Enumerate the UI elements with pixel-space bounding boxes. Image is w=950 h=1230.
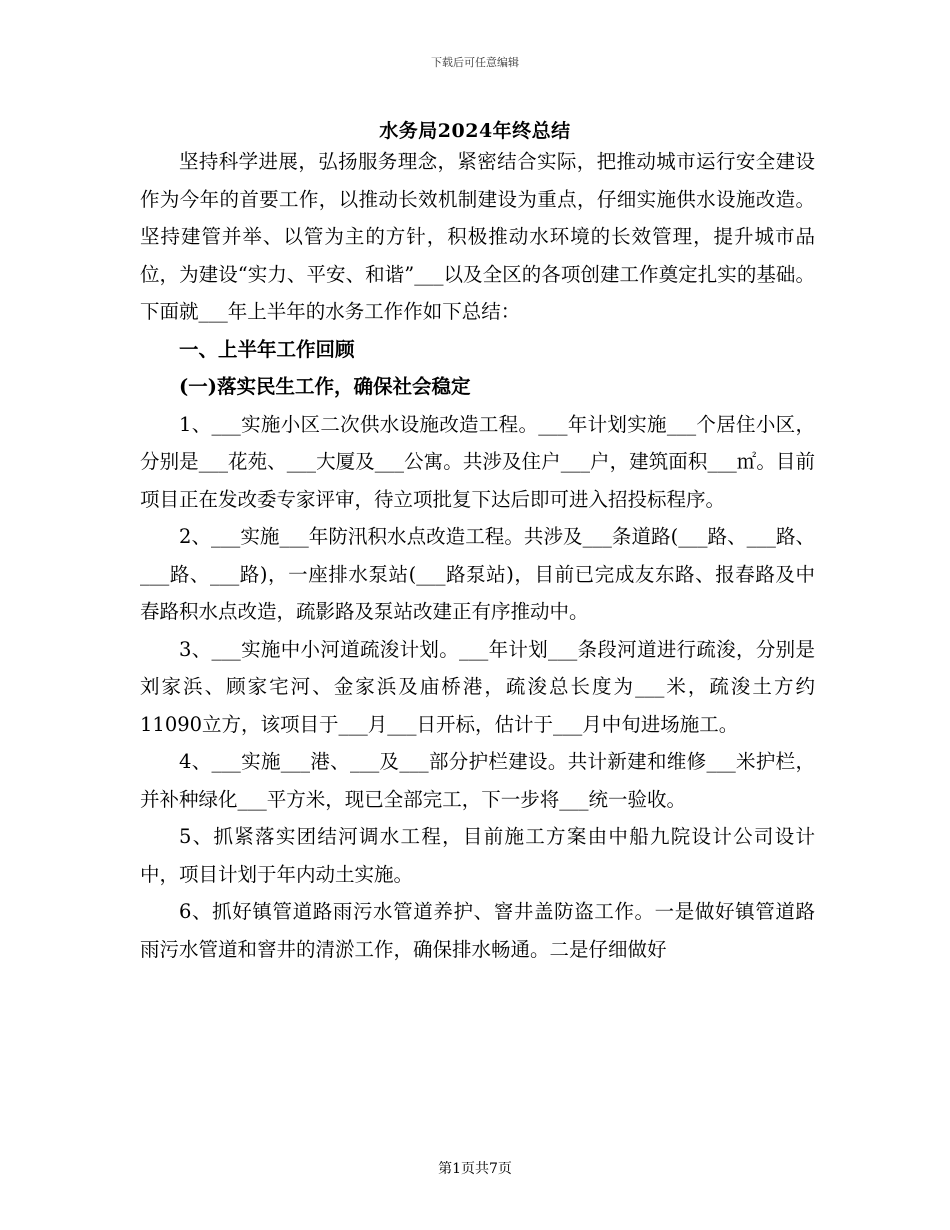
list-item-6: 6、抓好镇管道路雨污水管道养护、窨井盖防盗工作。一是做好镇管道路雨污水管道和窨井的清淤工作，确保排水畅通。二是仔细做好 — [140, 900, 815, 961]
section-heading: 一、上半年工作回顾 — [179, 337, 355, 361]
header-note: 下载后可任意编辑 — [431, 56, 519, 69]
list-item-3: 3、___实施中小河道疏浚计划。___年计划___条段河道进行疏浚，分别是刘家浜、顾家宅河、金家浜及庙桥港，疏浚总长度为___米，疏浚土方约11090立方，该项目于___月___日开标，估计于___月中旬进场施工。 — [140, 637, 815, 736]
intro-paragraph: 坚持科学进展，弘扬服务理念，紧密结合实际，把推动城市运行安全建设作为今年的首要工作，以推动长效机制建设为重点，仔细实施供水设施改造。坚持建管并举、以管为主的方针，积极推动水环境的长效管理，提升城市品位，为建设“实力、平安、和谐”___以及全区的各项创建工作奠定扎实的基础。下面就___年上半年的水务工作作如下总结： — [140, 150, 815, 323]
document-title: 水务局2024年终总结 — [379, 120, 571, 142]
subsection-heading: (一)落实民生工作，确保社会稳定 — [179, 375, 471, 398]
list-item-5: 5、抓紧落实团结河调水工程，目前施工方案由中船九院设计公司设计中，项目计划于年内动土实施。 — [140, 825, 815, 886]
list-item-1: 1、___实施小区二次供水设施改造工程。___年计划实施___个居住小区，分别是___花苑、___大厦及___公寓。共涉及住户___户，建筑面积___㎡。目前项目正在发改委专家评审，待立项批复下达后即可进入招投标程序。 — [140, 412, 815, 511]
document-body — [140, 143, 815, 968]
page-footer: 第1页共7页 — [438, 1161, 512, 1177]
list-item-2: 2、___实施___年防汛积水点改造工程。共涉及___条道路(___路、___路、___路、___路)，一座排水泵站(___路泵站)，目前已完成友东路、报春路及中春路积水点改造，疏影路及泵站改建正有序推动中。 — [140, 525, 815, 623]
list-item-4: 4、___实施___港、___及___部分护栏建设。共计新建和维修___米护栏，并补种绿化___平方米，现已全部完工，下一步将___统一验收。 — [140, 750, 815, 811]
